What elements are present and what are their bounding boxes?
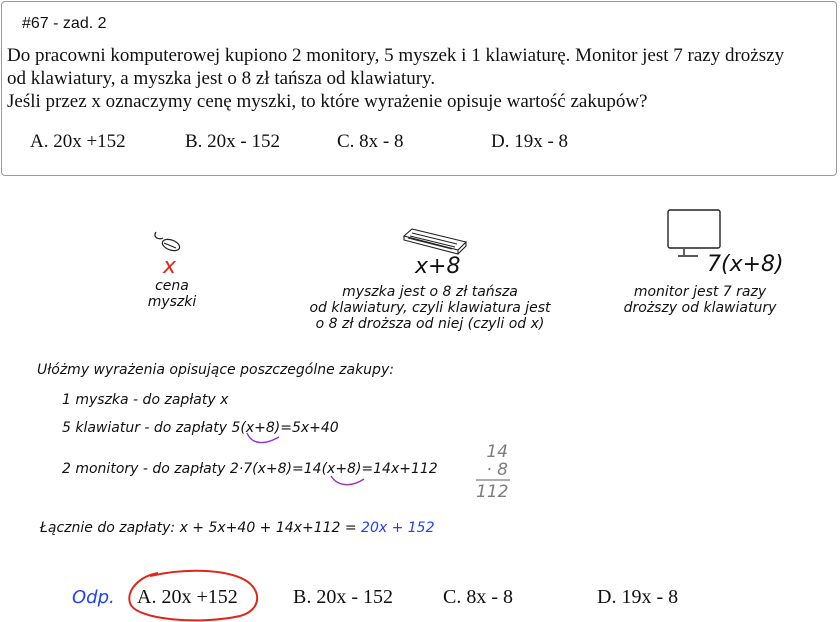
mouse-caption-line-2: myszki (147, 294, 197, 310)
total-prefix: Łącznie do zapłaty: x + 5x+40 + 14x+112 = (40, 520, 362, 536)
answer-option-b: B. 20x - 152 (293, 586, 393, 608)
solution-total (40, 520, 435, 536)
monitor-caption-line-1: monitor jest 7 razy (633, 284, 767, 300)
calc-factor-2: · 8 (486, 460, 508, 480)
monitor-icon (668, 210, 720, 256)
option-b: B. 20x - 152 (185, 131, 280, 152)
distribution-arc-2 (331, 476, 364, 485)
keyboard-caption-line-1: myszka jest o 8 zł tańsza (342, 284, 518, 300)
monitor-price-label: 7(x+8) (707, 252, 784, 277)
mouse-caption (137, 278, 207, 310)
task-line-1: Do pracowni komputerowej kupiono 2 monitory, 5 myszek i 1 klawiaturę. Monitor jest 7 razy droższy (7, 45, 785, 66)
monitor-caption (612, 284, 788, 316)
solution-line-keyboard: 5 klawiatur - do zapłaty 5(x+8)=5x+40 (62, 420, 339, 436)
keyboard-caption-line-3: o 8 zł droższa od niej (czyli od x) (315, 316, 545, 332)
keyboard-caption (296, 284, 564, 332)
calc-factor-1: 14 (486, 442, 508, 462)
option-d: D. 19x - 8 (491, 131, 569, 152)
solution-line-mouse: 1 myszka - do zapłaty x (62, 392, 229, 408)
mouse-icon (155, 232, 181, 253)
keyboard-price-label: x+8 (415, 254, 461, 279)
total-result: 20x + 152 (361, 520, 435, 536)
keyboard-caption-line-2: od klawiatury, czyli klawiatura jest (309, 300, 551, 316)
answer-label: Odp. (72, 587, 115, 608)
solution-line-monitor: 2 monitory - do zapłaty 2·7(x+8)=14(x+8)=14x+112 (62, 461, 438, 477)
answer-option-d: D. 19x - 8 (597, 586, 679, 608)
answer-option-c: C. 8x - 8 (443, 586, 513, 608)
option-a: A. 20x +152 (30, 131, 126, 152)
task-id: #67 - zad. 2 (22, 15, 107, 32)
mouse-caption-line-1: cena (155, 278, 189, 294)
answer-option-a: A. 20x +152 (137, 586, 238, 608)
option-c: C. 8x - 8 (337, 131, 404, 152)
monitor-caption-line-2: droższy od klawiatury (623, 300, 777, 316)
calc-result: 112 (476, 482, 509, 502)
task-line-2: od klawiatury, a myszka jest o 8 zł tańsza od klawiatury. (7, 68, 436, 89)
mouse-price-label: x (163, 254, 177, 279)
task-line-3: Jeśli przez x oznaczymy cenę myszki, to które wyrażenie opisuje wartość zakupów? (7, 91, 648, 112)
solution-heading: Ułóżmy wyrażenia opisujące poszczególne zakupy: (37, 362, 394, 378)
keyboard-icon (404, 229, 466, 254)
